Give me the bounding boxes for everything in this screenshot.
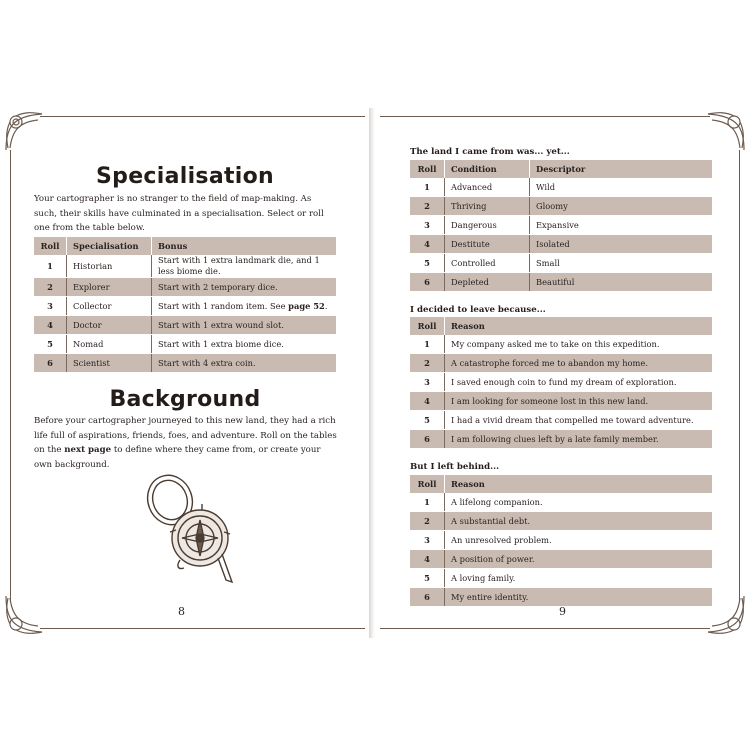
roll-cell: 5 [410, 569, 445, 588]
bonus-cell: Start with 2 temporary dice. [152, 278, 337, 297]
column-header: Reason [445, 317, 713, 335]
specialisation-intro: Your cartographer is no stranger to the field of map-making. As such, their skills have culminated in a specialisation. Select or roll one from the table below. [34, 194, 324, 233]
background-intro-text-end: to define where they came from, or create your own background. [34, 445, 321, 470]
descriptor-cell: Small [530, 254, 713, 273]
roll-cell: 4 [410, 392, 445, 411]
origin-table-caption: The land I came from was... yet... [410, 147, 570, 157]
table-row [410, 273, 712, 292]
column-header: Roll [410, 317, 445, 335]
table-row [410, 373, 712, 392]
reason-cell: A catastrophe forced me to abandon my home. [445, 354, 713, 373]
roll-cell: 5 [410, 411, 445, 430]
descriptor-cell: Expansive [530, 216, 713, 235]
roll-cell: 2 [34, 278, 67, 297]
roll-cell: 1 [410, 178, 445, 197]
roll-cell: 2 [410, 197, 445, 216]
table-row [410, 550, 712, 569]
column-header: Bonus [152, 237, 337, 255]
table-row [34, 278, 336, 297]
specialisation-cell: Doctor [67, 316, 152, 335]
specialisation-table [34, 237, 336, 373]
table-row [34, 297, 336, 316]
table-row [410, 569, 712, 588]
specialisation-cell: Nomad [67, 335, 152, 354]
reason-cell: A lifelong companion. [445, 493, 713, 512]
table-row [410, 216, 712, 235]
roll-cell: 6 [410, 273, 445, 292]
table-row [410, 235, 712, 254]
table-row [34, 316, 336, 335]
condition-cell: Thriving [445, 197, 530, 216]
roll-cell: 2 [410, 512, 445, 531]
page-number-left: 8 [178, 605, 185, 618]
frame-bottom-left [40, 628, 365, 629]
column-header: Roll [410, 160, 445, 178]
frame-top-left [40, 116, 365, 117]
table-header-row [34, 237, 336, 255]
roll-cell: 3 [410, 216, 445, 235]
bonus-cell: Start with 4 extra coin. [152, 354, 337, 373]
reason-cell: I am looking for someone lost in this new land. [445, 392, 713, 411]
leave-table [410, 317, 712, 449]
specialisation-cell: Historian [67, 255, 152, 278]
roll-cell: 3 [410, 373, 445, 392]
book-gutter [369, 108, 375, 638]
bonus-cell [152, 297, 337, 316]
table-header-row [410, 475, 712, 493]
reason-cell: My entire identity. [445, 588, 713, 607]
table-row [410, 588, 712, 607]
frame-right [739, 150, 740, 600]
origin-table [410, 160, 712, 292]
reason-cell: I am following clues left by a late family member. [445, 430, 713, 449]
specialisation-title: Specialisation [96, 164, 274, 189]
column-header: Roll [410, 475, 445, 493]
roll-cell: 6 [410, 588, 445, 607]
bonus-cell: Start with 1 extra biome dice. [152, 335, 337, 354]
reason-cell: My company asked me to take on this expedition. [445, 335, 713, 354]
specialisation-cell: Explorer [67, 278, 152, 297]
roll-cell: 3 [34, 297, 67, 316]
roll-cell: 5 [34, 335, 67, 354]
table-row [410, 354, 712, 373]
table-row [34, 255, 336, 278]
frame-left [10, 150, 11, 600]
roll-cell: 2 [410, 354, 445, 373]
table-row [410, 392, 712, 411]
roll-cell: 5 [410, 254, 445, 273]
reason-cell: A substantial debt. [445, 512, 713, 531]
specialisation-cell: Scientist [67, 354, 152, 373]
table-row [410, 512, 712, 531]
table-row [410, 411, 712, 430]
page-number-right: 9 [559, 605, 566, 618]
reason-cell: A position of power. [445, 550, 713, 569]
condition-cell: Dangerous [445, 216, 530, 235]
condition-cell: Advanced [445, 178, 530, 197]
table-row [410, 197, 712, 216]
table-row [410, 335, 712, 354]
bonus-cell: Start with 1 extra wound slot. [152, 316, 337, 335]
table-row [410, 254, 712, 273]
roll-cell: 3 [410, 531, 445, 550]
descriptor-cell: Gloomy [530, 197, 713, 216]
roll-cell: 4 [34, 316, 67, 335]
specialisation-cell: Collector [67, 297, 152, 316]
table-row [34, 354, 336, 373]
table-row [410, 531, 712, 550]
condition-cell: Controlled [445, 254, 530, 273]
background-title: Background [109, 387, 261, 412]
descriptor-cell: Isolated [530, 235, 713, 254]
roll-cell: 1 [410, 493, 445, 512]
leave-table-caption: I decided to leave because... [410, 305, 546, 315]
bonus-text-end: . [324, 301, 328, 311]
background-intro-text: Before your cartographer journeyed to this new land, they had a rich life full of aspirations, friends, foes, and adventure. Roll on the tables on the [34, 416, 337, 455]
frame-top-right [380, 116, 710, 117]
bonus-cell: Start with 1 extra landmark die, and 1 less biome die. [152, 255, 337, 278]
page-reference-link[interactable]: page 52 [288, 301, 325, 311]
table-header-row [410, 317, 712, 335]
reason-cell: I had a vivid dream that compelled me toward adventure. [445, 411, 713, 430]
descriptor-cell: Beautiful [530, 273, 713, 292]
reason-cell: I saved enough coin to fund my dream of exploration. [445, 373, 713, 392]
corner-flourish-icon [2, 592, 48, 638]
corner-flourish-icon [702, 108, 748, 154]
descriptor-cell: Wild [530, 178, 713, 197]
condition-cell: Depleted [445, 273, 530, 292]
condition-cell: Destitute [445, 235, 530, 254]
roll-cell: 4 [410, 235, 445, 254]
table-row [410, 430, 712, 449]
table-header-row [410, 160, 712, 178]
roll-cell: 1 [410, 335, 445, 354]
roll-cell: 1 [34, 255, 67, 278]
roll-cell: 4 [410, 550, 445, 569]
reason-cell: A loving family. [445, 569, 713, 588]
column-header: Descriptor [530, 160, 713, 178]
table-row [34, 335, 336, 354]
roll-cell: 6 [410, 430, 445, 449]
column-header: Reason [445, 475, 713, 493]
background-intro [34, 414, 339, 472]
next-page-link[interactable]: next page [64, 445, 112, 455]
behind-table-caption: But I left behind... [410, 462, 500, 472]
frame-bottom-right [380, 628, 710, 629]
behind-table [410, 475, 712, 607]
table-row [410, 178, 712, 197]
column-header: Specialisation [67, 237, 152, 255]
compass-illustration [140, 470, 240, 590]
bonus-text: Start with 1 random item. See [158, 301, 289, 311]
roll-cell: 6 [34, 354, 67, 373]
corner-flourish-icon [2, 108, 48, 154]
reason-cell: An unresolved problem. [445, 531, 713, 550]
table-row [410, 493, 712, 512]
column-header: Roll [34, 237, 67, 255]
column-header: Condition [445, 160, 530, 178]
